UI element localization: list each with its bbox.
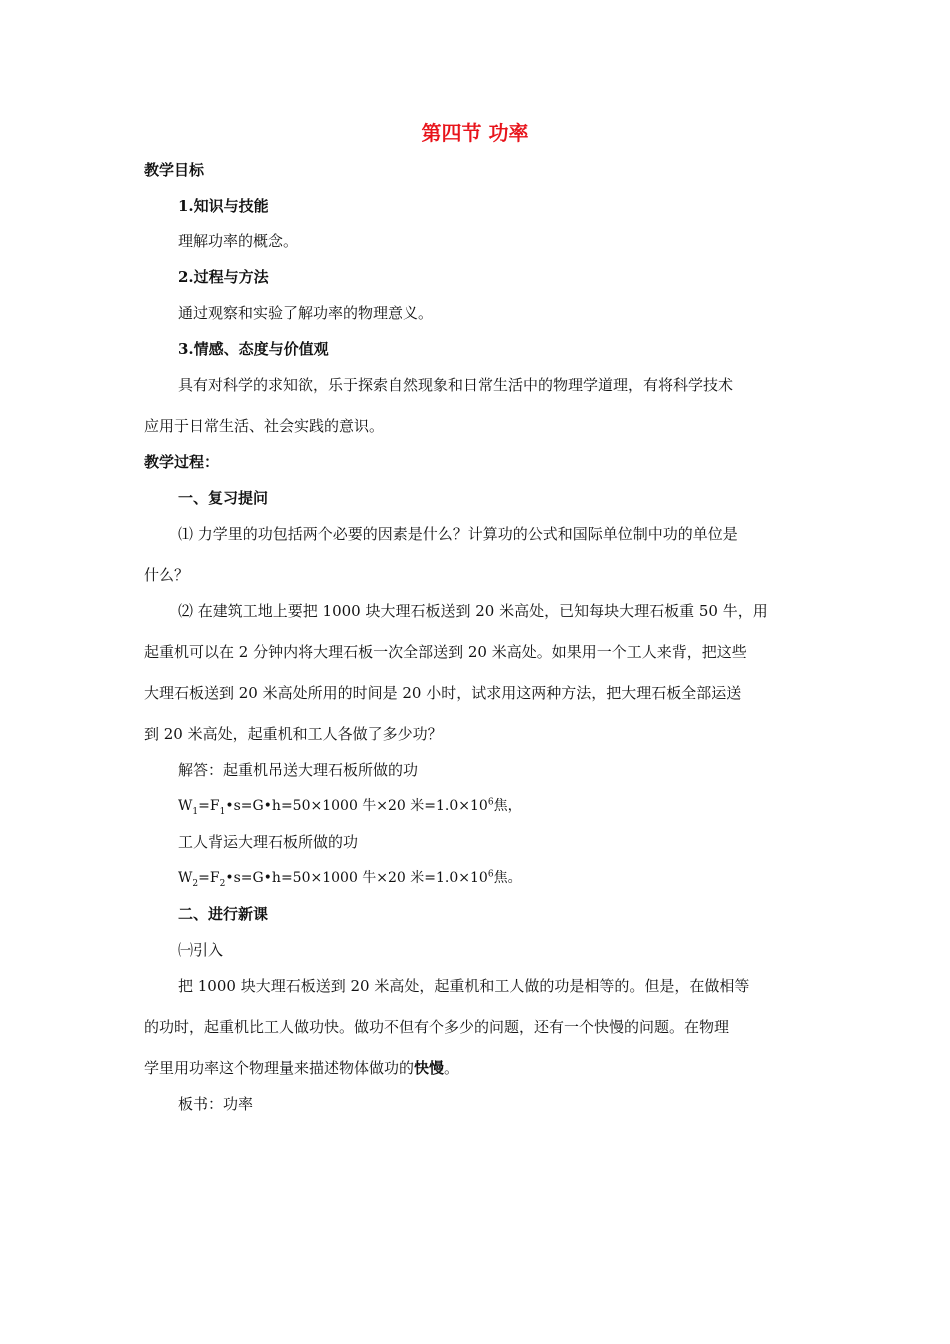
process-heading: 教学过程： [144, 453, 220, 471]
goal2-heading: 2.过程与方法 [178, 268, 269, 286]
worker-intro: 工人背运大理石板所做的功 [178, 833, 359, 851]
eq2-unit: 焦。 [493, 870, 522, 886]
intro-line3-bold: 快慢 [414, 1059, 445, 1077]
question1-line1: ⑴ 力学里的功包括两个必要的因素是什么？计算功的公式和国际单位制中功的单位是 [178, 525, 738, 543]
eq2-w: W [178, 870, 193, 886]
goal3-text-line1: 具有对科学的求知欲，乐于探索自然现象和日常生活中的物理学道理，有将科学技术 [178, 376, 734, 394]
eq2-w-subscript: 2 [192, 878, 199, 889]
page-title: 第四节 功率 [421, 121, 529, 145]
question1-line2: 什么？ [144, 566, 190, 584]
intro-line2: 的功时，起重机比工人做功快。做功不但有个多少的问题，还有一个快慢的问题。在物理 [144, 1018, 730, 1036]
intro-line1: 把 1000 块大理石板送到 20 米高处，起重机和工人做的功是相等的。但是，在做相等 [178, 977, 750, 995]
goal1-heading: 1.知识与技能 [178, 197, 269, 215]
board-text: 板书：功率 [178, 1095, 254, 1113]
equation-1 [178, 796, 522, 816]
eq2-body: •s=G•h=50×1000 牛×20 米=1.0×10 [225, 870, 488, 886]
eq2-f: =F [198, 870, 220, 886]
goal2-text: 通过观察和实验了解功率的物理意义。 [178, 304, 434, 322]
goal1-text: 理解功率的概念。 [178, 232, 299, 250]
intro-line3 [144, 1058, 459, 1078]
question2-line1: ⑵ 在建筑工地上要把 1000 块大理石板送到 20 米高处，已知每块大理石板重 50 牛，用 [178, 602, 768, 620]
new-lesson-heading: 二、进行新课 [178, 905, 269, 923]
eq1-body: •s=G•h=50×1000 牛×20 米=1.0×10 [225, 798, 488, 814]
eq1-exponent: 6 [487, 797, 494, 808]
intro-heading: ㈠引入 [178, 941, 224, 959]
question2-line2: 起重机可以在 2 分钟内将大理石板一次全部送到 20 米高处。如果用一个工人来背，把这些 [144, 643, 747, 661]
goal3-heading: 3.情感、态度与价值观 [178, 340, 329, 358]
eq2-f-subscript: 2 [219, 878, 226, 889]
eq1-f-subscript: 1 [219, 806, 226, 817]
goal3-text-line2: 应用于日常生活、社会实践的意识。 [144, 417, 385, 435]
eq1-f: =F [198, 798, 220, 814]
eq1-w-subscript: 1 [192, 806, 199, 817]
eq1-unit: 焦， [493, 798, 522, 814]
question2-line3: 大理石板送到 20 米高处所用的时间是 20 小时，试求用这两种方法，把大理石板全部运送 [144, 684, 742, 702]
goals-heading: 教学目标 [144, 161, 205, 179]
eq2-exponent: 6 [487, 869, 494, 880]
intro-line3-end: 。 [444, 1059, 460, 1077]
eq1-w: W [178, 798, 193, 814]
intro-line3-text: 学里用功率这个物理量来描述物体做功的 [144, 1059, 415, 1077]
review-heading: 一、复习提问 [178, 489, 269, 507]
question2-line4: 到 20 米高处，起重机和工人各做了多少功？ [144, 725, 443, 743]
answer-intro: 解答：起重机吊送大理石板所做的功 [178, 761, 419, 779]
equation-2 [178, 868, 522, 888]
